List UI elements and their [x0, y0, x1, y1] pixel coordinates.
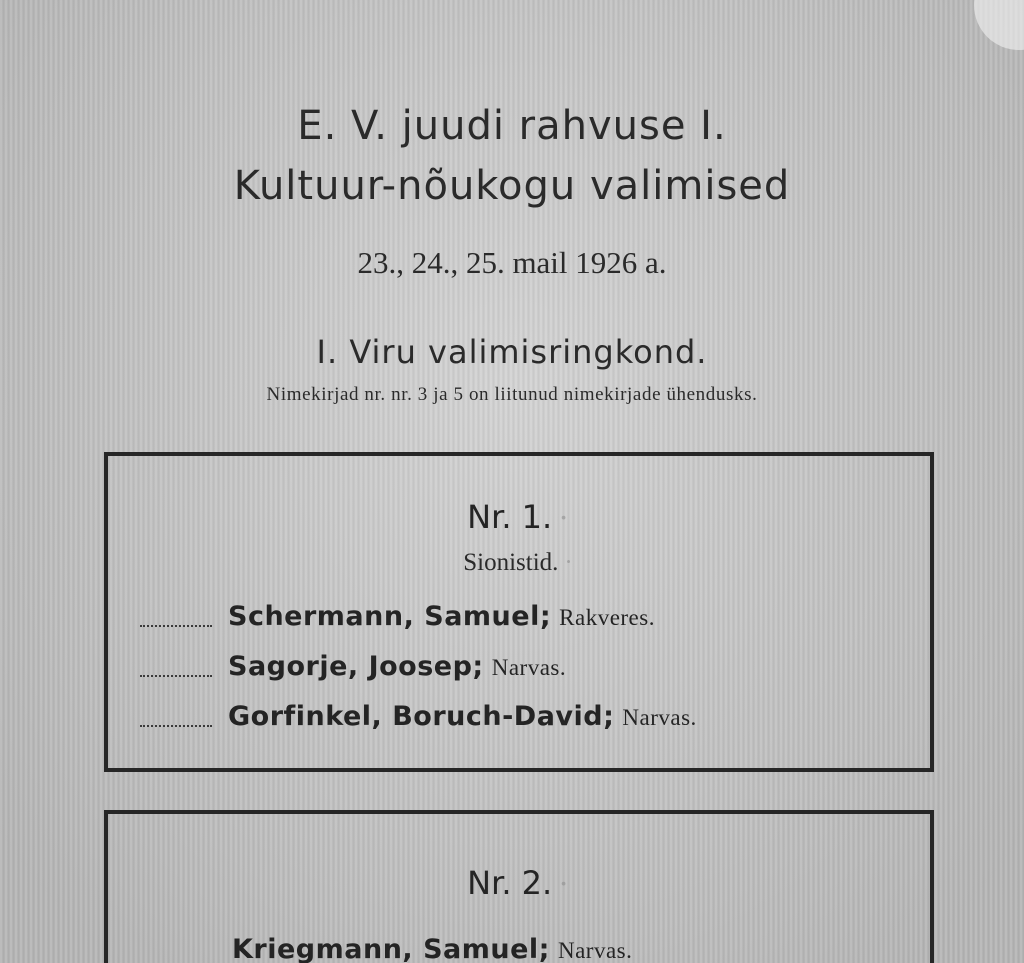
dotted-leader [140, 615, 212, 627]
stamp-mark: · [558, 865, 571, 901]
list-number [108, 864, 930, 902]
electoral-district: I. Viru valimisringkond. [316, 333, 708, 371]
title-line-1: E. V. juudi rahvuse I. [297, 103, 727, 149]
list-box-2 [104, 810, 934, 963]
stamp-mark: · [558, 499, 571, 535]
list-number-text: Nr. 2. [467, 864, 553, 902]
candidate-name: Kriegmann, Samuel; [232, 934, 550, 963]
candidate-name: Schermann, Samuel; [228, 601, 552, 632]
union-note: Nimekirjad nr. nr. 3 ja 5 on liitunud nimekirjade ühendusks. [266, 384, 758, 405]
dotted-leader [140, 715, 212, 727]
title-line-2: Kultuur-nõukogu valimised [233, 163, 791, 209]
candidate-name: Sagorje, Joosep; [228, 651, 484, 682]
candidate-town: Narvas. [491, 655, 567, 680]
candidate-row [140, 601, 655, 632]
party-name-text: Sionistid. [463, 549, 559, 576]
list-number-text: Nr. 1. [467, 498, 553, 536]
torn-corner [974, 0, 1024, 50]
candidate-row [140, 651, 566, 682]
candidate-town: Narvas. [557, 938, 633, 963]
dotted-leader [140, 665, 212, 677]
candidate-row [140, 701, 697, 732]
stamp-mark: · [564, 549, 575, 576]
party-name [108, 549, 930, 577]
candidate-town: Narvas. [622, 705, 697, 730]
list-box-1 [104, 452, 934, 772]
election-date: 23., 24., 25. mail 1926 a. [357, 245, 667, 280]
candidate-row [232, 934, 632, 963]
candidate-name: Gorfinkel, Boruch-David; [228, 701, 615, 732]
list-number [108, 498, 930, 536]
candidate-town: Rakveres. [559, 605, 655, 630]
